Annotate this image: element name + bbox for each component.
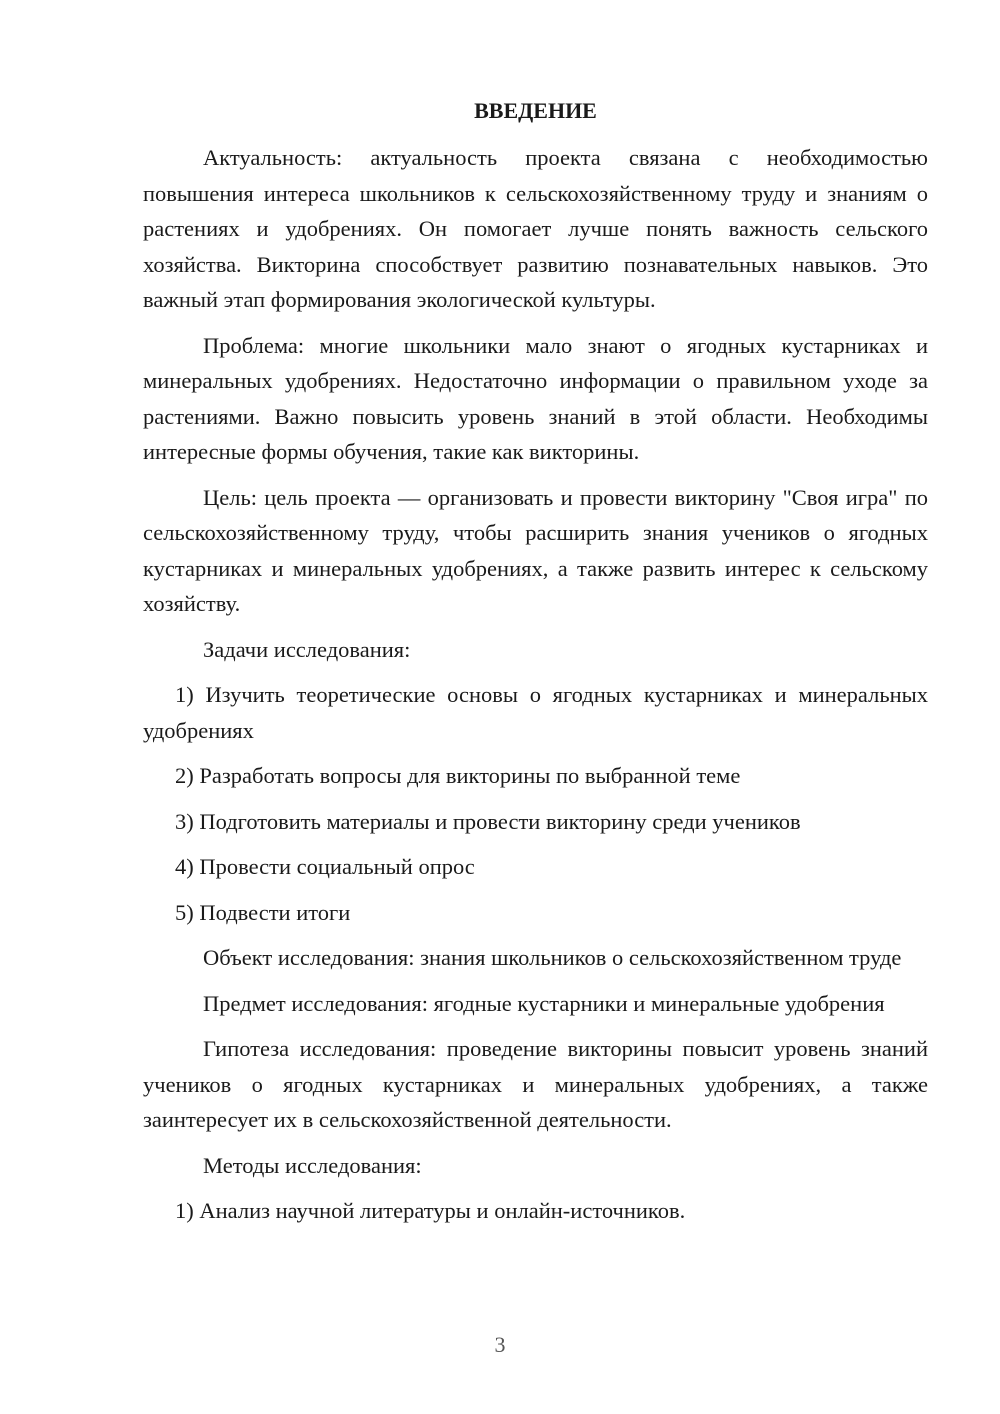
task-item: 3) Подготовить материалы и провести викторину среди учеников <box>175 808 801 834</box>
page-number: 3 <box>494 1332 506 1357</box>
hypothesis-paragraph: Гипотеза исследования: проведение викторины повысит уровень знаний учеников о ягодных кустарниках и минеральных удобрениях, а также заинтересует их в сельскохозяйственной деятельности. <box>143 1036 928 1132</box>
task-item: 5) Подвести итоги <box>175 899 351 925</box>
goal-paragraph: Цель: цель проекта — организовать и провести викторину "Своя игра" по сельскохозяйственному труду, чтобы расширить знания учеников о ягодных кустарниках и минеральных удобрениях, а также развить интерес к сельскому хозяйству. <box>143 484 928 616</box>
object-paragraph: Объект исследования: знания школьников о сельскохозяйственном труде <box>203 945 902 970</box>
task-item: 1) Изучить теоретические основы о ягодных кустарниках и минеральных удобрениях <box>143 682 928 743</box>
method-item: 1) Анализ научной литературы и онлайн-источников. <box>175 1198 686 1223</box>
relevance-paragraph: Актуальность: актуальность проекта связана с необходимостью повышения интереса школьников к сельскохозяйственному труду и знаниям о растениях и удобрениях. Он помогает лучше понять важность сельского хозяйства. Викторина способствует развитию познавательных навыков. Это важный этап формирования экологической культуры. <box>143 145 928 312</box>
task-item: 4) Провести социальный опрос <box>175 854 475 879</box>
tasks-label: Задачи исследования: <box>203 636 411 662</box>
problem-paragraph: Проблема: многие школьники мало знают о ягодных кустарниках и минеральных удобрениях. Недостаточно информации о правильном уходе за растениями. Важно повысить уровень знаний в этой области. Необходимы интересные формы обучения, такие как викторины. <box>143 332 928 464</box>
page-body <box>143 94 928 1239</box>
subject-paragraph: Предмет исследования: ягодные кустарники и минеральные удобрения <box>203 990 885 1016</box>
methods-label: Методы исследования: <box>203 1152 422 1178</box>
task-item: 2) Разработать вопросы для викторины по выбранной теме <box>175 763 741 788</box>
section-heading: ВВЕДЕНИЕ <box>474 98 597 123</box>
